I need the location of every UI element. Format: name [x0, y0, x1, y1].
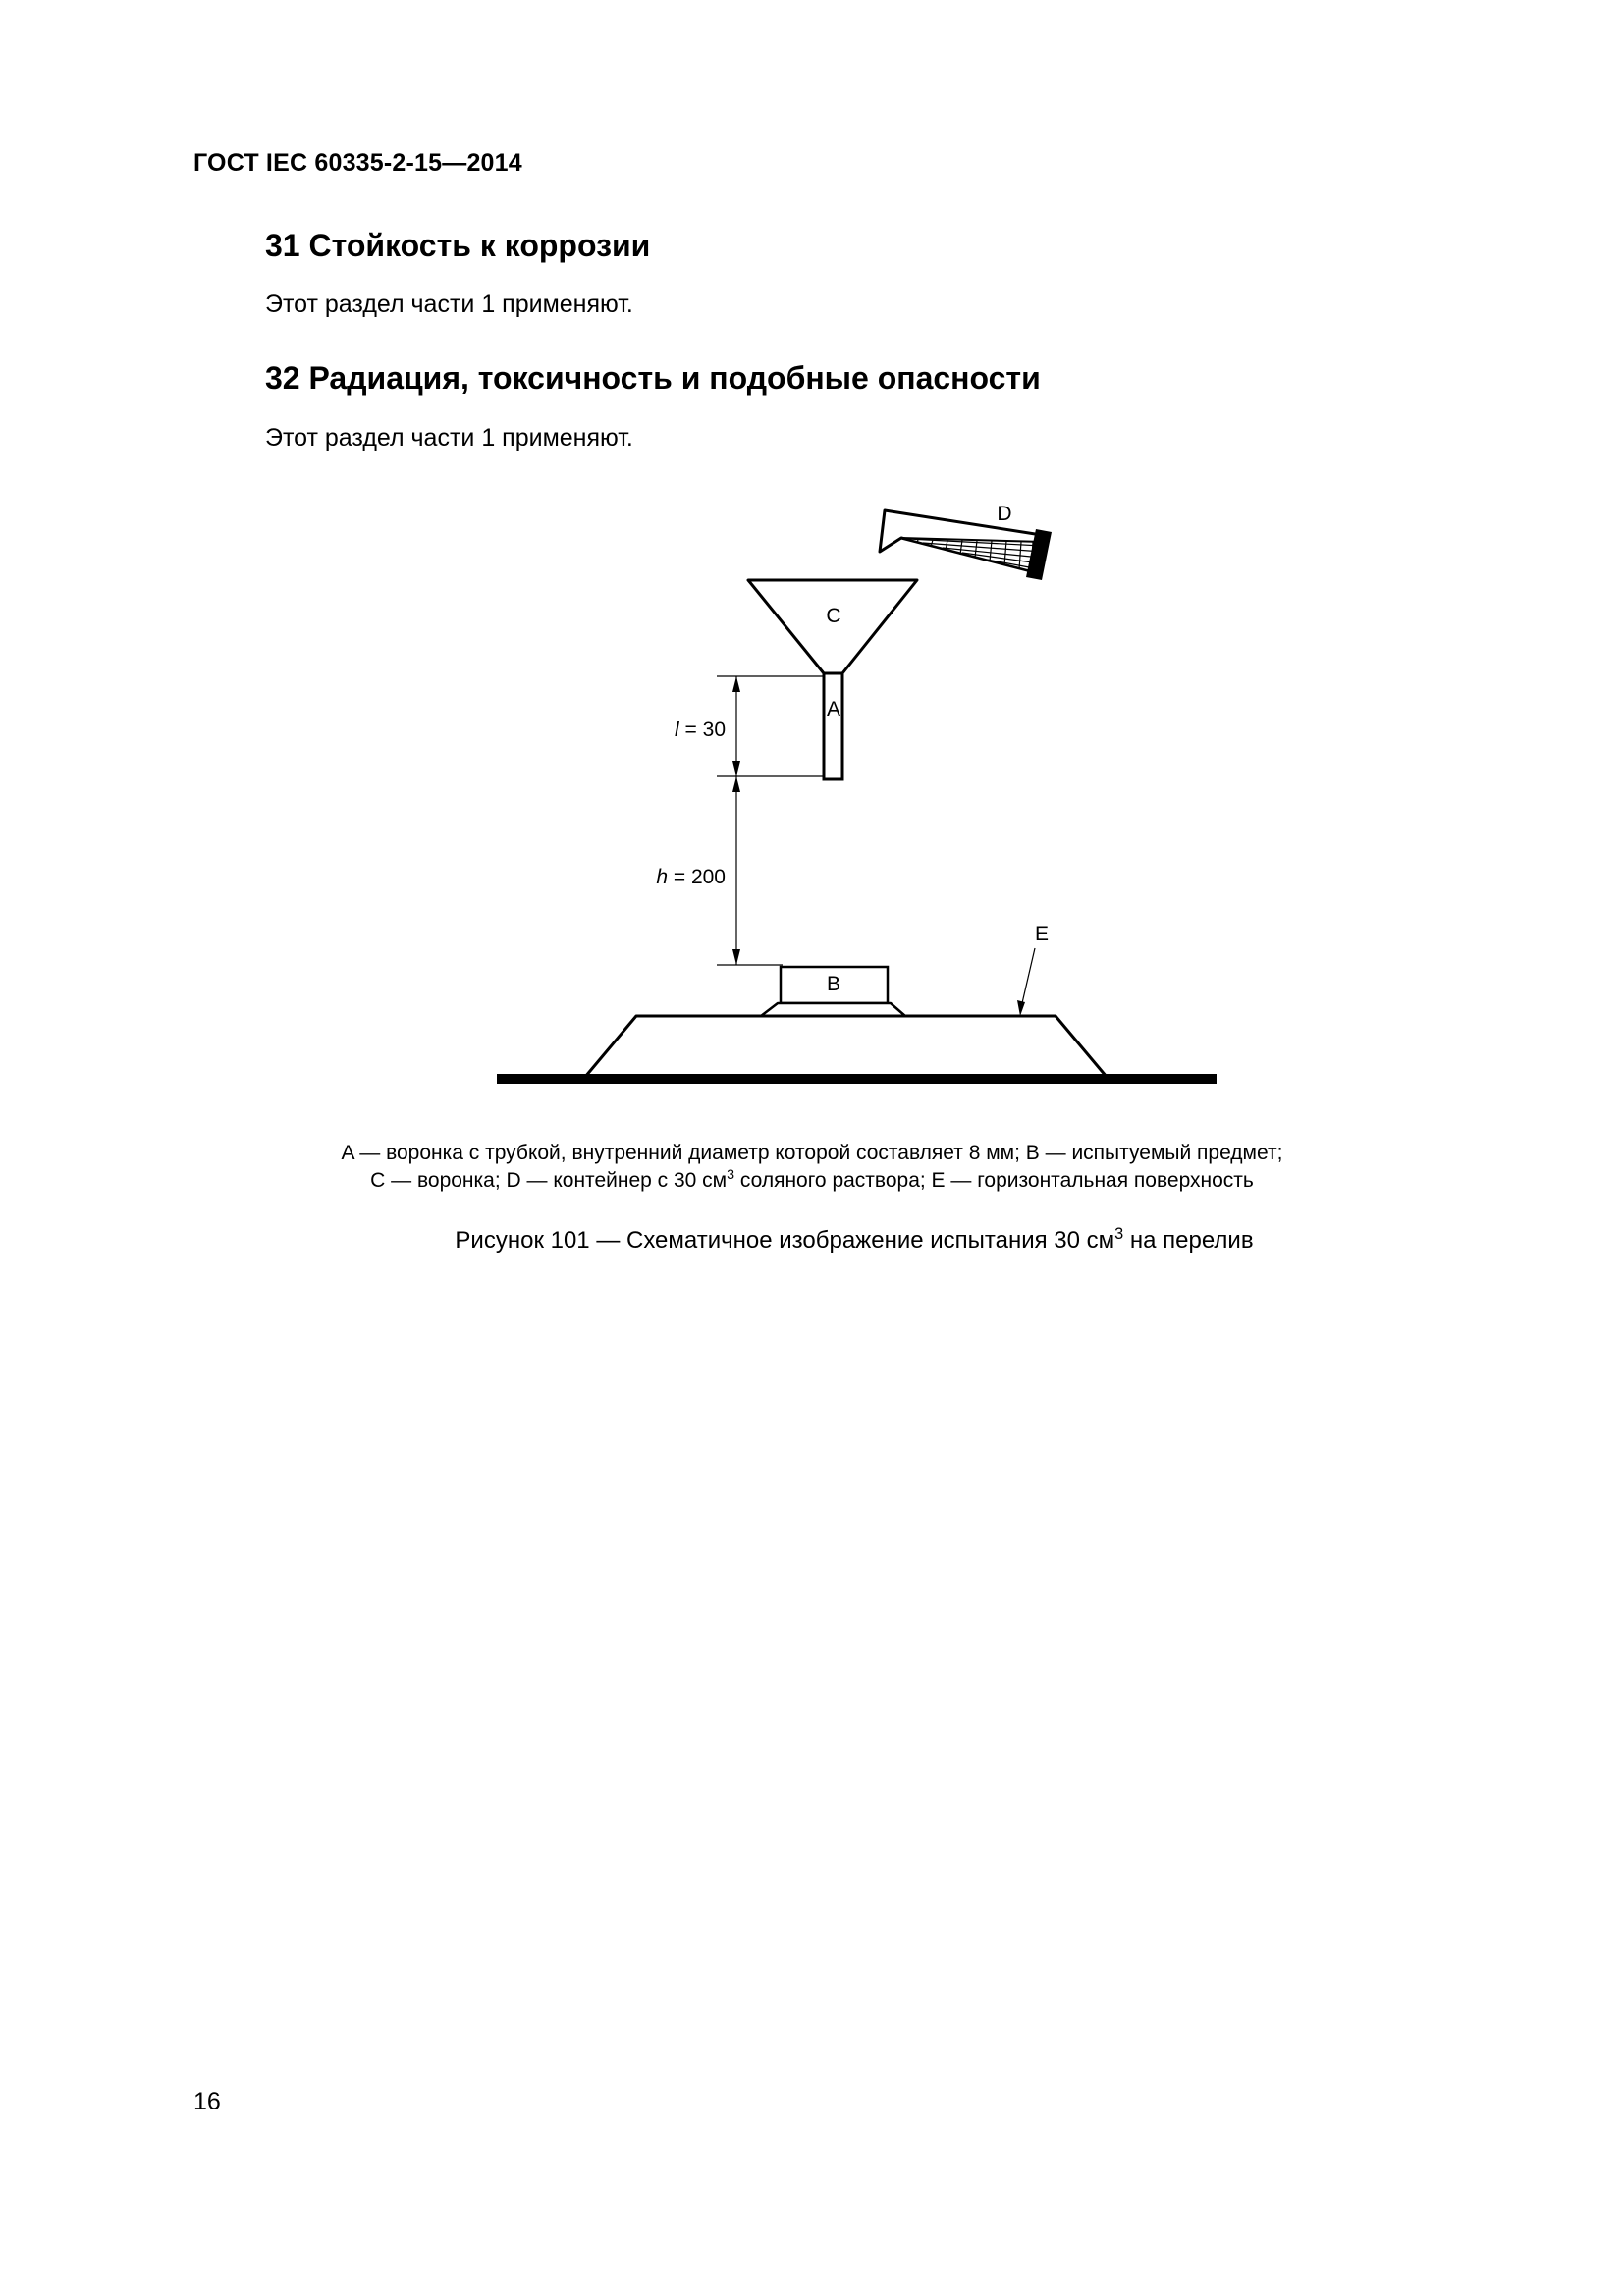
- figure-legend-line-1: A — воронка с трубкой, внутренний диаметр которой составляет 8 мм; B — испытуемый предмет;: [341, 1142, 1283, 1164]
- figure-legend-line-2: C — воронка; D — контейнер с 30 $см^3$ соляного раствора; E — горизонтальная поверхность: [370, 1167, 1254, 1192]
- page-number: 16: [193, 2088, 221, 2115]
- label-a: A: [826, 698, 841, 721]
- section-32-title: 32 Радиация, токсичность и подобные опасности: [265, 360, 1041, 396]
- support-stand: [585, 1016, 1107, 1077]
- section-31-title: 31 Стойкость к коррозии: [265, 228, 651, 263]
- label-c: C: [826, 605, 841, 627]
- label-d: D: [997, 503, 1012, 525]
- section-31-text: Этот раздел части 1 применяют.: [265, 291, 633, 318]
- label-e: E: [1034, 923, 1050, 945]
- overflow-test-diagram: [0, 0, 1624, 1139]
- document-header: ГОСТ IEC 60335-2-15—2014: [193, 149, 522, 177]
- label-b: B: [826, 973, 841, 995]
- horizontal-surface-e: [497, 1074, 1217, 1084]
- leader-e: [1022, 948, 1035, 1003]
- dimension-l-label: l = 30: [675, 719, 726, 741]
- figure-caption: Рисунок 101 — Схематичное изображение испытания 30 $см^3$ на перелив: [455, 1225, 1254, 1254]
- section-32-text: Этот раздел части 1 применяют.: [265, 424, 633, 452]
- dimension-lines: [717, 676, 823, 965]
- container-d: [880, 510, 1052, 580]
- leader-e-arrow: [1017, 1000, 1025, 1016]
- dimension-h-label: h = 200: [656, 866, 726, 888]
- tube-a: [824, 673, 842, 779]
